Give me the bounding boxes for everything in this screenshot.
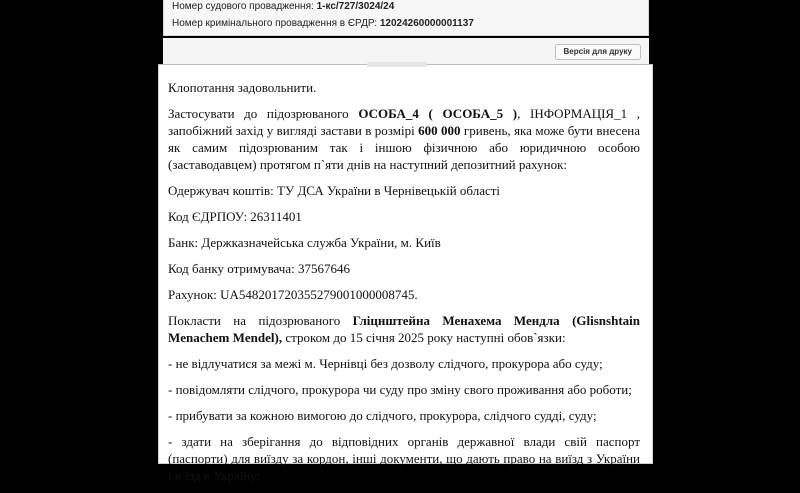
obligations-text-end: строком до 15 січня 2025 року наступні обов`язки: [282, 330, 566, 345]
obligation-item: - повідомляти слідчого, прокурора чи суду про зміну свого проживання або роботи; [168, 382, 632, 397]
court-case-number: 1-кс/727/3024/24 [316, 1, 395, 12]
case-info-card [163, 0, 649, 36]
court-case-row [172, 1, 394, 12]
obligation-item: - здати на зберігання до відповідних органів державної влади свій паспорт (паспорти) для виїзду за кордон, інші документи, що дають право на виїзд з України і в`їзд в Україну; [168, 434, 640, 483]
criminal-case-number: 12024260000001137 [379, 18, 474, 29]
suspect-full-name: Гліцнштейна Менахема Мендла (Glisnshtain Menachem Mendel), [168, 313, 640, 345]
bail-text-end: гривень, яка може бути внесена як самим підозрюваним так і іншою фізичною або юридичною особою (заставодавцем) протягом п`яти днів на наступний депозитний рахунок: [168, 123, 641, 172]
obligations-paragraph [168, 312, 640, 346]
criminal-case-label: Номер кримінального провадження в ЄРДР: [172, 18, 378, 29]
print-version-button[interactable]: Версія для друку [555, 44, 642, 60]
document-toolbar [163, 38, 649, 64]
bail-text-start: Застосувати до підозрюваного [168, 106, 359, 121]
obligation-item: - прибувати за кожною вимогою до слідчого, прокурора, слідчого судді, суду; [168, 408, 597, 423]
obligation-item: - не відлучатися за межі м. Чернівці без дозволу слідчого, прокурора або суду; [168, 356, 603, 371]
bail-amount: 600 000 [418, 123, 461, 138]
bank-code-line: Код банку отримувача: 37567646 [168, 261, 350, 276]
document-tab-handle [367, 62, 427, 67]
bail-paragraph [168, 105, 640, 173]
ruling-paragraph: Клопотання задовольнити. [168, 80, 317, 95]
document-body [158, 64, 653, 483]
criminal-case-row [172, 18, 474, 29]
document-text [168, 79, 640, 493]
court-case-label: Номер судового провадження: [172, 1, 314, 12]
account-line: Рахунок: UA548201720355279001000008745. [168, 287, 418, 302]
obligations-text-start: Покласти на підозрюваного [168, 313, 353, 328]
recipient-line: Одержувач коштів: ТУ ДСА України в Чернівецькій області [168, 183, 501, 198]
bail-text-middle: , ІНФОРМАЦІЯ_1 , запобіжний захід у вигляді застави в розмірі [168, 106, 641, 138]
bank-line: Банк: Держказначейська служба України, м. Київ [168, 235, 441, 250]
edrpou-line: Код ЄДРПОУ: 26311401 [168, 209, 302, 224]
suspect-name: ОСОБА_4 ( ОСОБА_5 ) [358, 106, 518, 121]
